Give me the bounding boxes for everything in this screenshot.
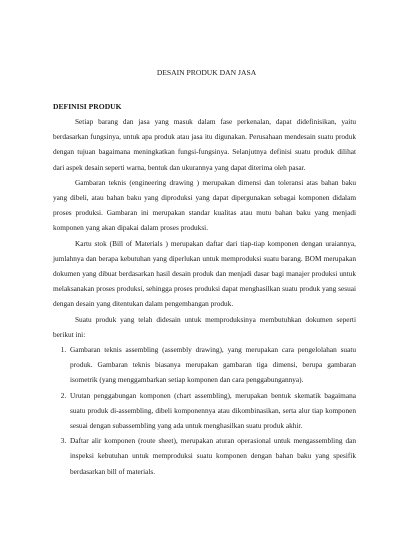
list-item: 2. Urutan penggabungan komponen (chart assembling), merupakan bentuk skematik bagaimana suatu produk di-assembling, dibeli komponennya atau dikombinasikan, serta alur tiap komponen sesuai dengan subassembling yang ada untuk menghasilkan suatu produk akhir.: [68, 388, 356, 434]
document-list: [53, 342, 356, 479]
list-item: 3. Daftar alir komponen (route sheet), merupakan aturan operasional untuk mengassembling dan inspeksi kebutuhan untuk memproduksi suatu komponen dengan bahan baku yang spesifik berdasarkan bill of materials.: [68, 433, 356, 479]
list-item: 1. Gambaran teknis assembling (assembly drawing), yang merupakan cara pengelolahan suatu produk. Gambaran teknis biasanya merupakan gambaran tiga dimensi, berupa gambaran isometrik (yang menggambarkan setiap komponen dan cara penggabungannya).: [68, 342, 356, 388]
paragraph: Gambaran teknis (engineering drawing ) merupakan dimensi dan toleransi atas bahan baku yang dibeli, atau bahan baku yang diproduksi yang dapat dipergunakan sebagai komponen didalam proses produksi. Gambaran ini merupakan standar kualitas atau mutu bahan baku yang menjadi komponen yang akan dipakai dalam proses produksi.: [53, 177, 356, 233]
paragraph: Suatu produk yang telah didesain untuk memproduksinya membutuhkan dokumen seperti berikut ini:: [53, 314, 356, 339]
paragraph: Kartu stok (Bill of Materials ) merupakan daftar dari tiap-tiap komponen dengan uraiannya, jumlahnya dan berapa kebutuhan yang diperlukan untuk memproduksi suatu barang. BOM merupakan dokumen yang dibuat berdasarkan hasil desain produk dan menjadi dasar bagi manajer produksi untuk melaksanakan proses produksi, sehingga proses produksi dapat menghasilkan suatu produk yang sesuai dengan desain yang ditentukan dalam pengembangan produk.: [53, 238, 356, 309]
document-title: DESAIN PRODUK DAN JASA: [156, 68, 257, 77]
section-heading: DEFINISI PRODUK: [53, 102, 122, 111]
paragraph: Setiap barang dan jasa yang masuk dalam fase perkenalan, dapat didefinisikan, yaitu berdasarkan fungsinya, untuk apa produk atau jasa itu digunakan. Perusahaan mendesain suatu produk dengan tujuan bagaimana meningkatkan fungsi-fungsinya. Selanjutnya definisi suatu produk dilihat dari aspek desain seperti warna, bentuk dan ukurannya yang dapat diterima oleh pasar.: [53, 117, 356, 172]
